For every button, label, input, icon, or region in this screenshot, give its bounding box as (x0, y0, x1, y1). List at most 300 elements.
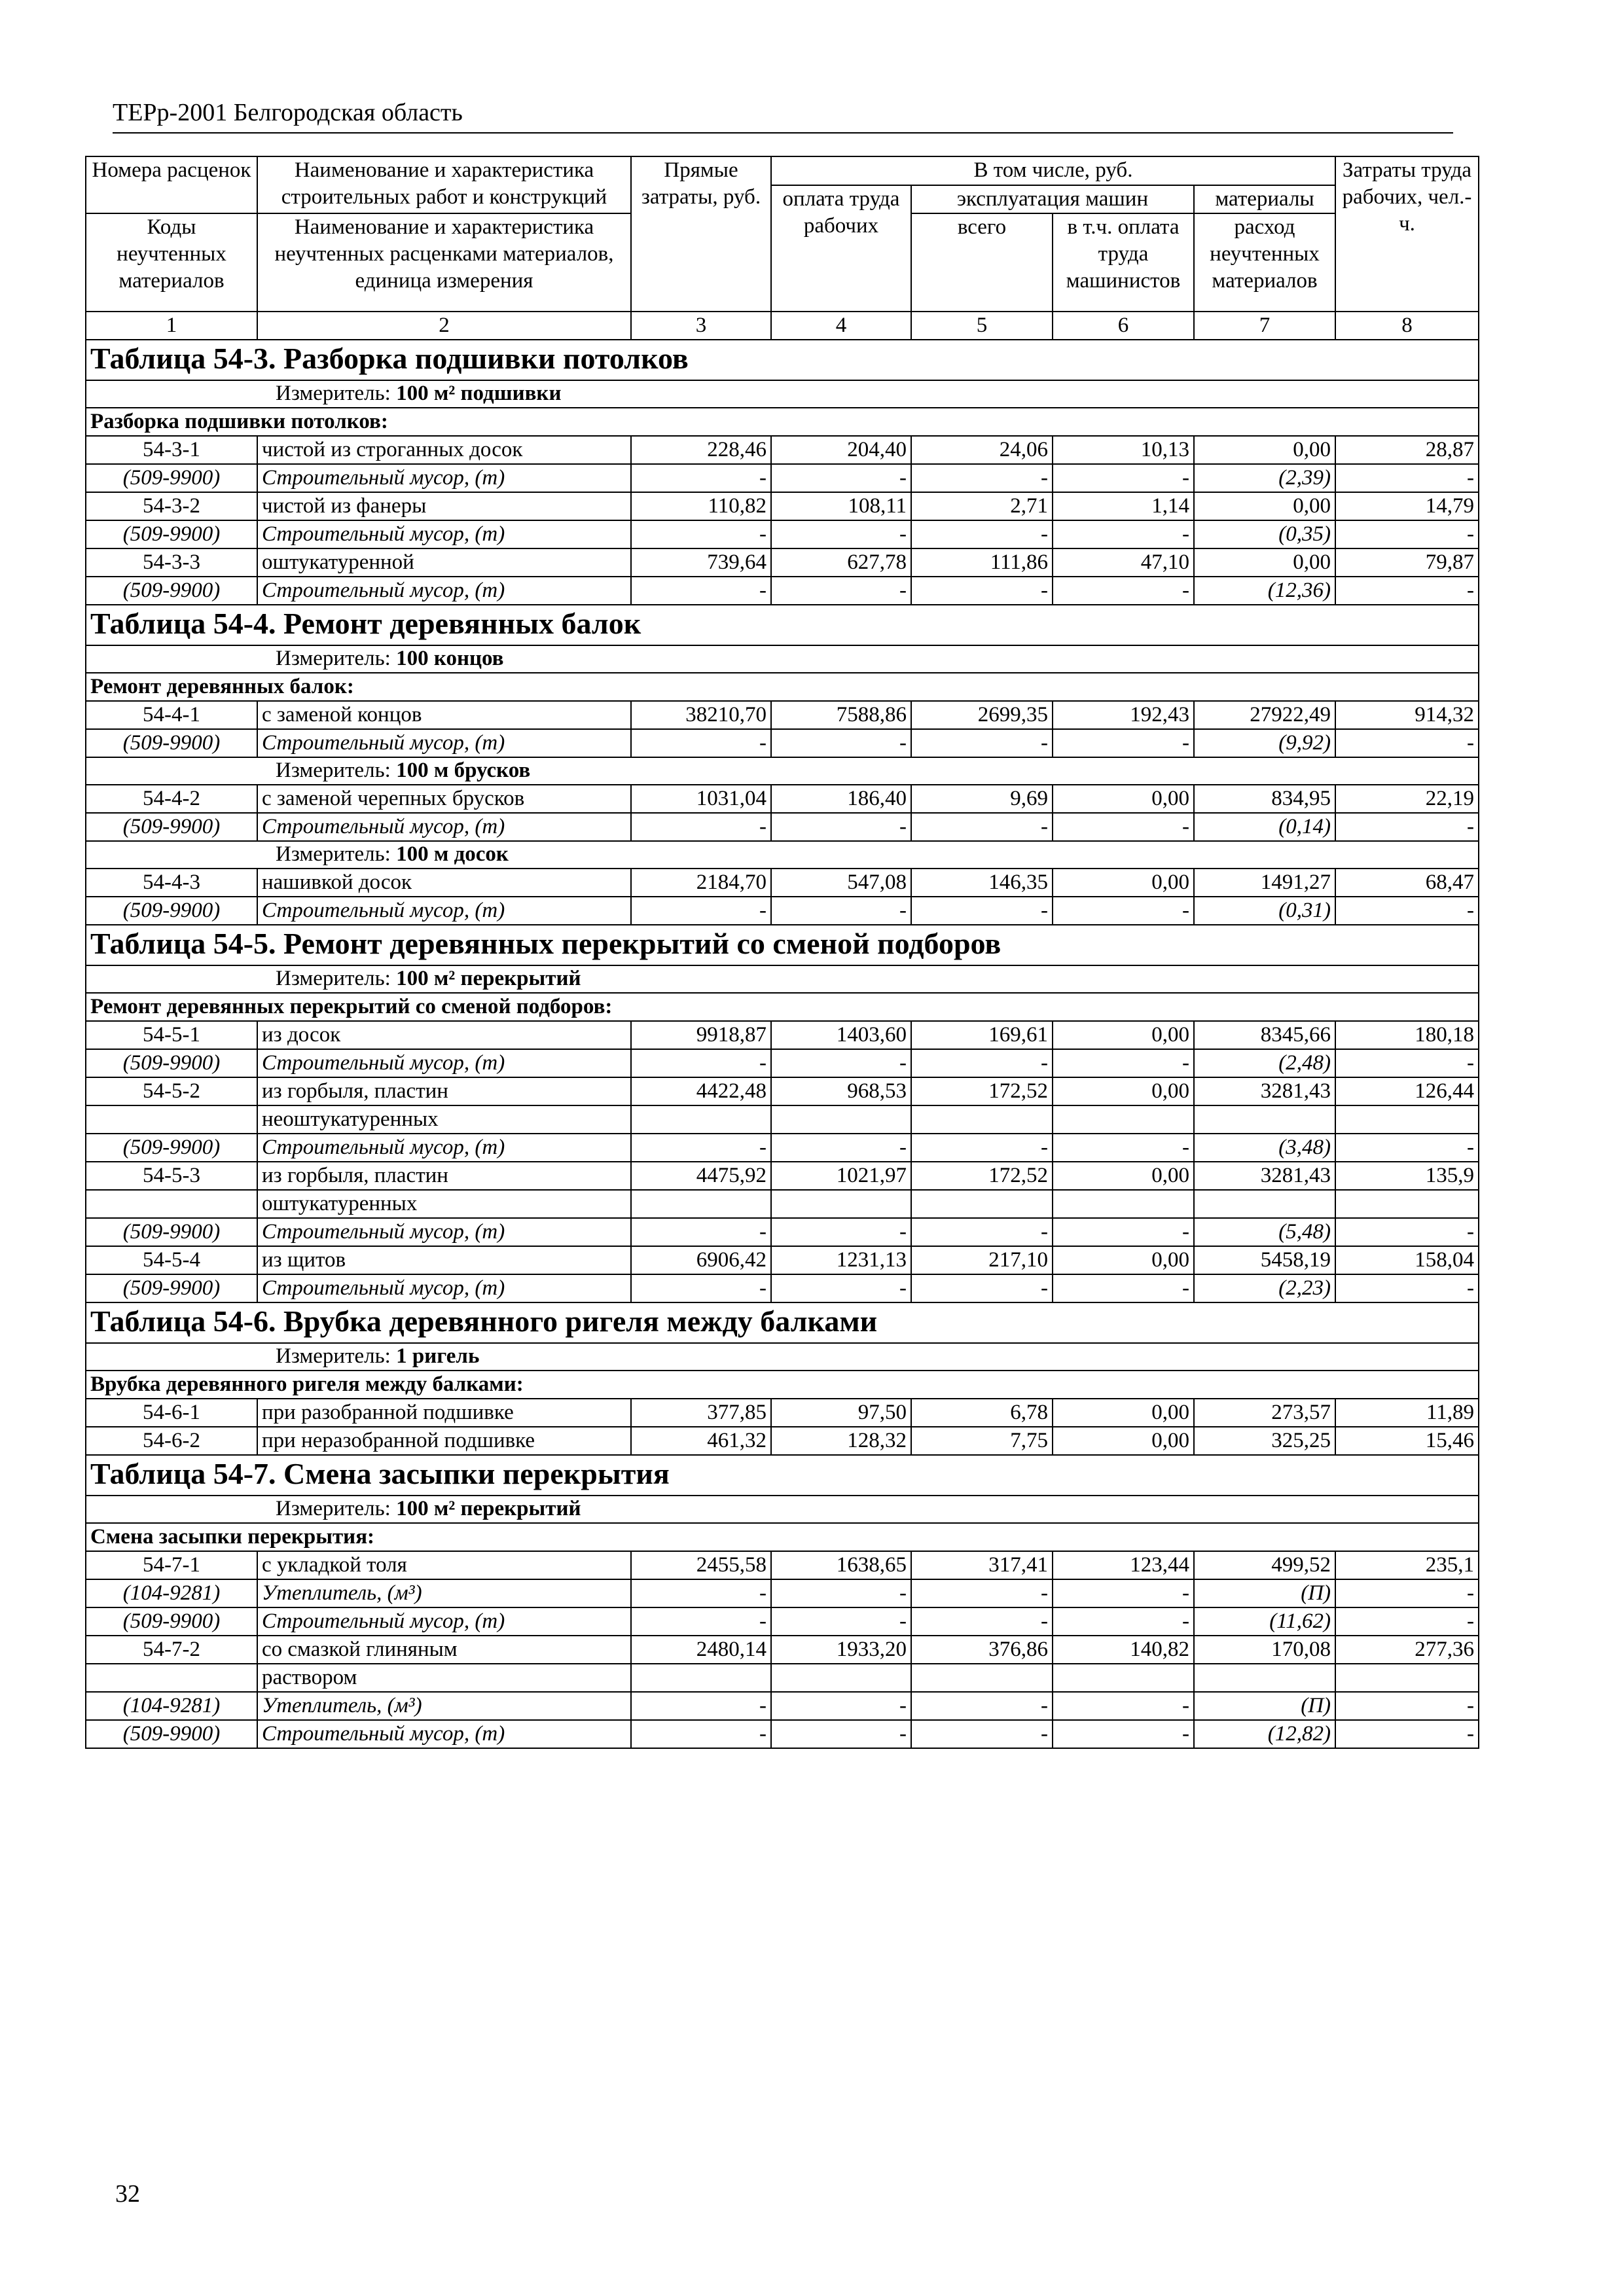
measure-row (86, 1343, 1479, 1371)
rate-code: 54-5-4 (86, 1246, 257, 1274)
rate-value: 1,14 (1053, 492, 1194, 520)
rate-value: 6906,42 (631, 1246, 771, 1274)
measure-label: Измеритель: (276, 1497, 391, 1520)
rate-value: 111,86 (911, 548, 1053, 577)
material-value: - (771, 813, 911, 841)
rates-table (85, 156, 1479, 1749)
rate-code: 54-4-2 (86, 785, 257, 813)
material-value: - (1053, 813, 1194, 841)
rate-value: 47,10 (1053, 548, 1194, 577)
rate-value: 79,87 (1335, 548, 1479, 577)
measure-row (86, 965, 1479, 993)
rate-value: 273,57 (1194, 1399, 1335, 1427)
section-title-cell (86, 1455, 1479, 1496)
material-name: Строительный мусор, (т) (257, 464, 631, 492)
empty-cell (911, 1190, 1053, 1218)
material-value: (9,92) (1194, 729, 1335, 757)
rate-name-cell (257, 1246, 631, 1274)
section-subtitle: Ремонт деревянных балок: (86, 673, 1479, 701)
rate-row (86, 1399, 1479, 1427)
rate-name: из досок (262, 1023, 341, 1047)
material-value: - (911, 464, 1053, 492)
material-name: Утеплитель, (м³) (257, 1692, 631, 1720)
material-value: - (631, 1218, 771, 1246)
material-value: - (631, 1720, 771, 1748)
rate-row (86, 701, 1479, 729)
rate-value: 0,00 (1194, 492, 1335, 520)
header-labor-hours: Затраты труда рабочих, чел.-ч. (1335, 156, 1479, 312)
material-value: - (1335, 1049, 1479, 1077)
material-code: (509-9900) (86, 577, 257, 605)
material-row (86, 729, 1479, 757)
header-direct-costs: Прямые затраты, руб. (631, 156, 771, 312)
rate-code: 54-7-2 (86, 1636, 257, 1664)
material-name: Строительный мусор, (т) (257, 1049, 631, 1077)
rate-value: 1403,60 (771, 1021, 911, 1049)
rate-value: 0,00 (1053, 1246, 1194, 1274)
empty-cell (631, 1105, 771, 1134)
rate-value: 377,85 (631, 1399, 771, 1427)
section-subtitle-row (86, 1371, 1479, 1399)
column-number: 1 (86, 312, 257, 340)
empty-cell (1335, 1664, 1479, 1692)
material-value: - (911, 1720, 1053, 1748)
section-title-row (86, 1455, 1479, 1496)
material-value: - (1335, 1692, 1479, 1720)
measure-value: 100 м брусков (396, 759, 531, 782)
material-value: - (1053, 1134, 1194, 1162)
rate-value: 1491,27 (1194, 869, 1335, 897)
material-value: - (1335, 520, 1479, 548)
material-value: - (1053, 577, 1194, 605)
material-value: - (1335, 577, 1479, 605)
material-value: (П) (1194, 1692, 1335, 1720)
section-subtitle: Разборка подшивки потолков: (86, 408, 1479, 436)
material-value: - (771, 1579, 911, 1607)
measure-cell (86, 645, 1479, 673)
rate-name-cell (257, 548, 631, 577)
material-value: - (771, 1692, 911, 1720)
measure-cell (86, 841, 1479, 869)
material-value: - (771, 1607, 911, 1636)
material-value: - (1335, 1579, 1479, 1607)
header-material-codes: Коды неучтенных материалов (86, 213, 257, 312)
material-row (86, 520, 1479, 548)
rate-value: 914,32 (1335, 701, 1479, 729)
rate-value: 0,00 (1053, 785, 1194, 813)
material-value: - (631, 1274, 771, 1302)
rate-value: 0,00 (1053, 869, 1194, 897)
rate-code: 54-5-1 (86, 1021, 257, 1049)
empty-cell (86, 1190, 257, 1218)
empty-cell (86, 1105, 257, 1134)
column-number: 3 (631, 312, 771, 340)
header-materials: материалы (1194, 185, 1335, 213)
rate-value: 1638,65 (771, 1551, 911, 1579)
material-value: - (631, 813, 771, 841)
rate-code: 54-3-2 (86, 492, 257, 520)
material-value: (2,48) (1194, 1049, 1335, 1077)
material-value: - (1335, 729, 1479, 757)
measure-text (276, 842, 1474, 867)
measure-label: Измеритель: (276, 1344, 391, 1368)
header-rule (113, 132, 1453, 134)
material-value: - (1053, 1049, 1194, 1077)
material-value: - (1053, 1607, 1194, 1636)
material-value: - (631, 1134, 771, 1162)
rate-value: 28,87 (1335, 436, 1479, 464)
material-value: (11,62) (1194, 1607, 1335, 1636)
material-value: - (771, 729, 911, 757)
rate-value: 968,53 (771, 1077, 911, 1105)
material-code: (509-9900) (86, 897, 257, 925)
rate-value: 834,95 (1194, 785, 1335, 813)
material-value: - (1053, 1692, 1194, 1720)
material-value: (5,48) (1194, 1218, 1335, 1246)
rate-value: 277,36 (1335, 1636, 1479, 1664)
section-title-row (86, 605, 1479, 645)
material-value: - (771, 464, 911, 492)
measure-cell (86, 380, 1479, 408)
material-name: Строительный мусор, (т) (257, 729, 631, 757)
rate-value: 0,00 (1053, 1399, 1194, 1427)
measure-label: Измеритель: (276, 647, 391, 670)
rate-row (86, 869, 1479, 897)
empty-cell (1053, 1190, 1194, 1218)
rate-value: 0,00 (1194, 548, 1335, 577)
rate-name-continuation: раствором (257, 1664, 631, 1692)
rate-value: 8345,66 (1194, 1021, 1335, 1049)
rate-value: 6,78 (911, 1399, 1053, 1427)
rate-value: 123,44 (1053, 1551, 1194, 1579)
rate-code: 54-4-3 (86, 869, 257, 897)
rate-value: 3281,43 (1194, 1162, 1335, 1190)
material-value: - (911, 520, 1053, 548)
empty-cell (631, 1190, 771, 1218)
empty-cell (1194, 1664, 1335, 1692)
rate-name-continuation-row (86, 1664, 1479, 1692)
measure-text (276, 646, 1474, 671)
section-subtitle: Смена засыпки перекрытия: (86, 1523, 1479, 1551)
rate-name-cell (257, 1636, 631, 1664)
rate-name-continuation-row (86, 1105, 1479, 1134)
rate-value: 172,52 (911, 1077, 1053, 1105)
rate-value: 128,32 (771, 1427, 911, 1455)
material-value: - (631, 1607, 771, 1636)
rate-name: чистой из фанеры (262, 494, 427, 518)
rate-row (86, 1551, 1479, 1579)
rate-value: 1933,20 (771, 1636, 911, 1664)
rate-code: 54-3-1 (86, 436, 257, 464)
material-row (86, 1607, 1479, 1636)
rate-value: 169,61 (911, 1021, 1053, 1049)
rate-name-cell (257, 869, 631, 897)
measure-label: Измеритель: (276, 967, 391, 990)
material-value: - (631, 729, 771, 757)
rate-name-cell (257, 785, 631, 813)
measure-value: 100 м² подшивки (396, 382, 562, 405)
material-value: - (911, 897, 1053, 925)
rate-value: 0,00 (1053, 1427, 1194, 1455)
material-value: - (911, 1134, 1053, 1162)
material-row (86, 1274, 1479, 1302)
rate-code: 54-6-2 (86, 1427, 257, 1455)
material-value: (2,39) (1194, 464, 1335, 492)
rate-value: 228,46 (631, 436, 771, 464)
rate-row (86, 1077, 1479, 1105)
material-value: - (1053, 729, 1194, 757)
measure-row (86, 380, 1479, 408)
material-code: (509-9900) (86, 1607, 257, 1636)
material-name: Строительный мусор, (т) (257, 1218, 631, 1246)
material-code: (509-9900) (86, 520, 257, 548)
rate-value: 108,11 (771, 492, 911, 520)
rate-name-continuation: неоштукатуренных (257, 1105, 631, 1134)
material-code: (104-9281) (86, 1579, 257, 1607)
material-value: - (771, 1218, 911, 1246)
rate-code: 54-5-2 (86, 1077, 257, 1105)
material-value: - (1053, 897, 1194, 925)
rate-value: 11,89 (1335, 1399, 1479, 1427)
material-value: - (1053, 1218, 1194, 1246)
material-value: (3,48) (1194, 1134, 1335, 1162)
measure-label: Измеритель: (276, 759, 391, 782)
rate-row (86, 1021, 1479, 1049)
column-number: 6 (1053, 312, 1194, 340)
header-machinist-pay: в т.ч. оплата труда машинистов (1053, 213, 1194, 312)
section-title-cell (86, 925, 1479, 965)
material-value: - (911, 1607, 1053, 1636)
rate-value: 547,08 (771, 869, 911, 897)
measure-text (276, 381, 1474, 406)
rate-name: оштукатуренной (262, 550, 414, 574)
rate-value: 7,75 (911, 1427, 1053, 1455)
header-unaccounted-materials: расход неучтенных материалов (1194, 213, 1335, 312)
section-title: Таблица 54-7. Смена засыпки перекрытия (90, 1457, 670, 1490)
material-value: (0,35) (1194, 520, 1335, 548)
measure-row (86, 757, 1479, 785)
rate-value: 217,10 (911, 1246, 1053, 1274)
material-code: (509-9900) (86, 1274, 257, 1302)
material-value: (12,36) (1194, 577, 1335, 605)
material-value: - (1335, 1720, 1479, 1748)
section-subtitle: Ремонт деревянных перекрытий со сменой подборов: (86, 993, 1479, 1021)
rate-value: 180,18 (1335, 1021, 1479, 1049)
rate-value: 739,64 (631, 548, 771, 577)
measure-row (86, 1496, 1479, 1523)
empty-cell (631, 1664, 771, 1692)
rate-value: 2480,14 (631, 1636, 771, 1664)
header-machines: эксплуатация машин (911, 185, 1194, 213)
rate-value: 170,08 (1194, 1636, 1335, 1664)
empty-cell (1053, 1664, 1194, 1692)
rate-value: 2184,70 (631, 869, 771, 897)
rate-row (86, 492, 1479, 520)
empty-cell (771, 1664, 911, 1692)
measure-value: 100 м² перекрытий (396, 967, 581, 990)
rate-name-continuation-row (86, 1190, 1479, 1218)
material-row (86, 577, 1479, 605)
material-name: Строительный мусор, (т) (257, 813, 631, 841)
rate-name-cell (257, 1077, 631, 1105)
material-value: - (911, 813, 1053, 841)
material-name: Строительный мусор, (т) (257, 1720, 631, 1748)
rate-row (86, 1246, 1479, 1274)
measure-cell (86, 965, 1479, 993)
header-work-name: Наименование и характеристика строительных работ и конструкций (257, 156, 631, 213)
material-code: (509-9900) (86, 1134, 257, 1162)
measure-text (276, 1496, 1474, 1521)
rate-row (86, 1427, 1479, 1455)
measure-cell (86, 1343, 1479, 1371)
rate-value: 1031,04 (631, 785, 771, 813)
rate-name: со смазкой глиняным (262, 1638, 458, 1661)
empty-cell (771, 1105, 911, 1134)
material-value: (0,31) (1194, 897, 1335, 925)
rate-name: из щитов (262, 1248, 346, 1272)
rate-name: при неразобранной подшивке (262, 1429, 535, 1452)
column-numbers-row (86, 312, 1479, 340)
material-code: (509-9900) (86, 813, 257, 841)
empty-cell (1194, 1105, 1335, 1134)
material-value: - (771, 1134, 911, 1162)
material-name: Утеплитель, (м³) (257, 1579, 631, 1607)
material-name: Строительный мусор, (т) (257, 1134, 631, 1162)
rate-value: 38210,70 (631, 701, 771, 729)
material-row (86, 1134, 1479, 1162)
section-title-row (86, 340, 1479, 380)
material-value: (12,82) (1194, 1720, 1335, 1748)
empty-cell (86, 1664, 257, 1692)
material-value: - (771, 1720, 911, 1748)
material-value: - (911, 729, 1053, 757)
material-value: - (1335, 1218, 1479, 1246)
material-row (86, 1579, 1479, 1607)
rate-value: 158,04 (1335, 1246, 1479, 1274)
material-value: - (1335, 813, 1479, 841)
section-subtitle: Врубка деревянного ригеля между балками: (86, 1371, 1479, 1399)
rate-value: 0,00 (1194, 436, 1335, 464)
measure-cell (86, 1496, 1479, 1523)
section-title-cell (86, 340, 1479, 380)
material-value: - (1053, 520, 1194, 548)
rate-value: 0,00 (1053, 1162, 1194, 1190)
rate-row (86, 436, 1479, 464)
rate-value: 4475,92 (631, 1162, 771, 1190)
rate-code: 54-6-1 (86, 1399, 257, 1427)
rate-name: из горбыля, пластин (262, 1164, 448, 1187)
rate-code: 54-4-1 (86, 701, 257, 729)
section-subtitle-row (86, 408, 1479, 436)
rate-value: 186,40 (771, 785, 911, 813)
section-subtitle-row (86, 993, 1479, 1021)
rate-value: 3281,43 (1194, 1077, 1335, 1105)
rate-value: 1231,13 (771, 1246, 911, 1274)
material-value: - (1335, 464, 1479, 492)
measure-row (86, 841, 1479, 869)
empty-cell (1194, 1190, 1335, 1218)
section-title-row (86, 1302, 1479, 1343)
rate-value: 172,52 (911, 1162, 1053, 1190)
rate-row (86, 1162, 1479, 1190)
material-value: - (1335, 1274, 1479, 1302)
empty-cell (911, 1105, 1053, 1134)
rate-value: 14,79 (1335, 492, 1479, 520)
rate-name-continuation: оштукатуренных (257, 1190, 631, 1218)
column-number: 4 (771, 312, 911, 340)
rate-value: 9918,87 (631, 1021, 771, 1049)
material-name: Строительный мусор, (т) (257, 577, 631, 605)
rate-value: 627,78 (771, 548, 911, 577)
section-title-row (86, 925, 1479, 965)
rate-row (86, 548, 1479, 577)
section-title: Таблица 54-6. Врубка деревянного ригеля между балками (90, 1304, 878, 1338)
section-title: Таблица 54-4. Ремонт деревянных балок (90, 607, 641, 640)
material-value: (0,14) (1194, 813, 1335, 841)
material-value: - (771, 520, 911, 548)
rate-code: 54-5-3 (86, 1162, 257, 1190)
rate-value: 5458,19 (1194, 1246, 1335, 1274)
material-value: - (1335, 897, 1479, 925)
column-number: 7 (1194, 312, 1335, 340)
rate-value: 22,19 (1335, 785, 1479, 813)
rate-name-cell (257, 1021, 631, 1049)
rate-value: 325,25 (1194, 1427, 1335, 1455)
rates-document (85, 156, 1478, 1749)
material-code: (104-9281) (86, 1692, 257, 1720)
rate-value: 192,43 (1053, 701, 1194, 729)
rate-name: при разобранной подшивке (262, 1401, 514, 1424)
material-value: - (911, 1692, 1053, 1720)
measure-value: 100 м² перекрытий (396, 1497, 581, 1520)
rate-value: 15,46 (1335, 1427, 1479, 1455)
rate-name: с заменой черепных брусков (262, 787, 525, 810)
material-value: - (631, 897, 771, 925)
header-machines-total: всего (911, 213, 1053, 312)
material-code: (509-9900) (86, 1049, 257, 1077)
column-number: 8 (1335, 312, 1479, 340)
section-title-cell (86, 1302, 1479, 1343)
rate-value: 126,44 (1335, 1077, 1479, 1105)
rate-code: 54-3-3 (86, 548, 257, 577)
material-value: - (631, 577, 771, 605)
rate-value: 97,50 (771, 1399, 911, 1427)
rate-value: 135,9 (1335, 1162, 1479, 1190)
material-value: - (1053, 464, 1194, 492)
rate-name-cell (257, 492, 631, 520)
empty-cell (1335, 1105, 1479, 1134)
material-value: - (911, 1218, 1053, 1246)
rate-name: нашивкой досок (262, 870, 412, 894)
rate-name-cell (257, 1399, 631, 1427)
empty-cell (911, 1664, 1053, 1692)
rate-row (86, 785, 1479, 813)
rate-value: 461,32 (631, 1427, 771, 1455)
material-value: - (1053, 1720, 1194, 1748)
material-name: Строительный мусор, (т) (257, 1274, 631, 1302)
section-title: Таблица 54-3. Разборка подшивки потолков (90, 342, 689, 375)
rate-value: 10,13 (1053, 436, 1194, 464)
rate-value: 1021,97 (771, 1162, 911, 1190)
material-name: Строительный мусор, (т) (257, 520, 631, 548)
rate-value: 0,00 (1053, 1021, 1194, 1049)
rate-value: 4422,48 (631, 1077, 771, 1105)
material-value: - (911, 577, 1053, 605)
empty-cell (1053, 1105, 1194, 1134)
measure-label: Измеритель: (276, 842, 391, 866)
rate-value: 7588,86 (771, 701, 911, 729)
material-row (86, 1049, 1479, 1077)
